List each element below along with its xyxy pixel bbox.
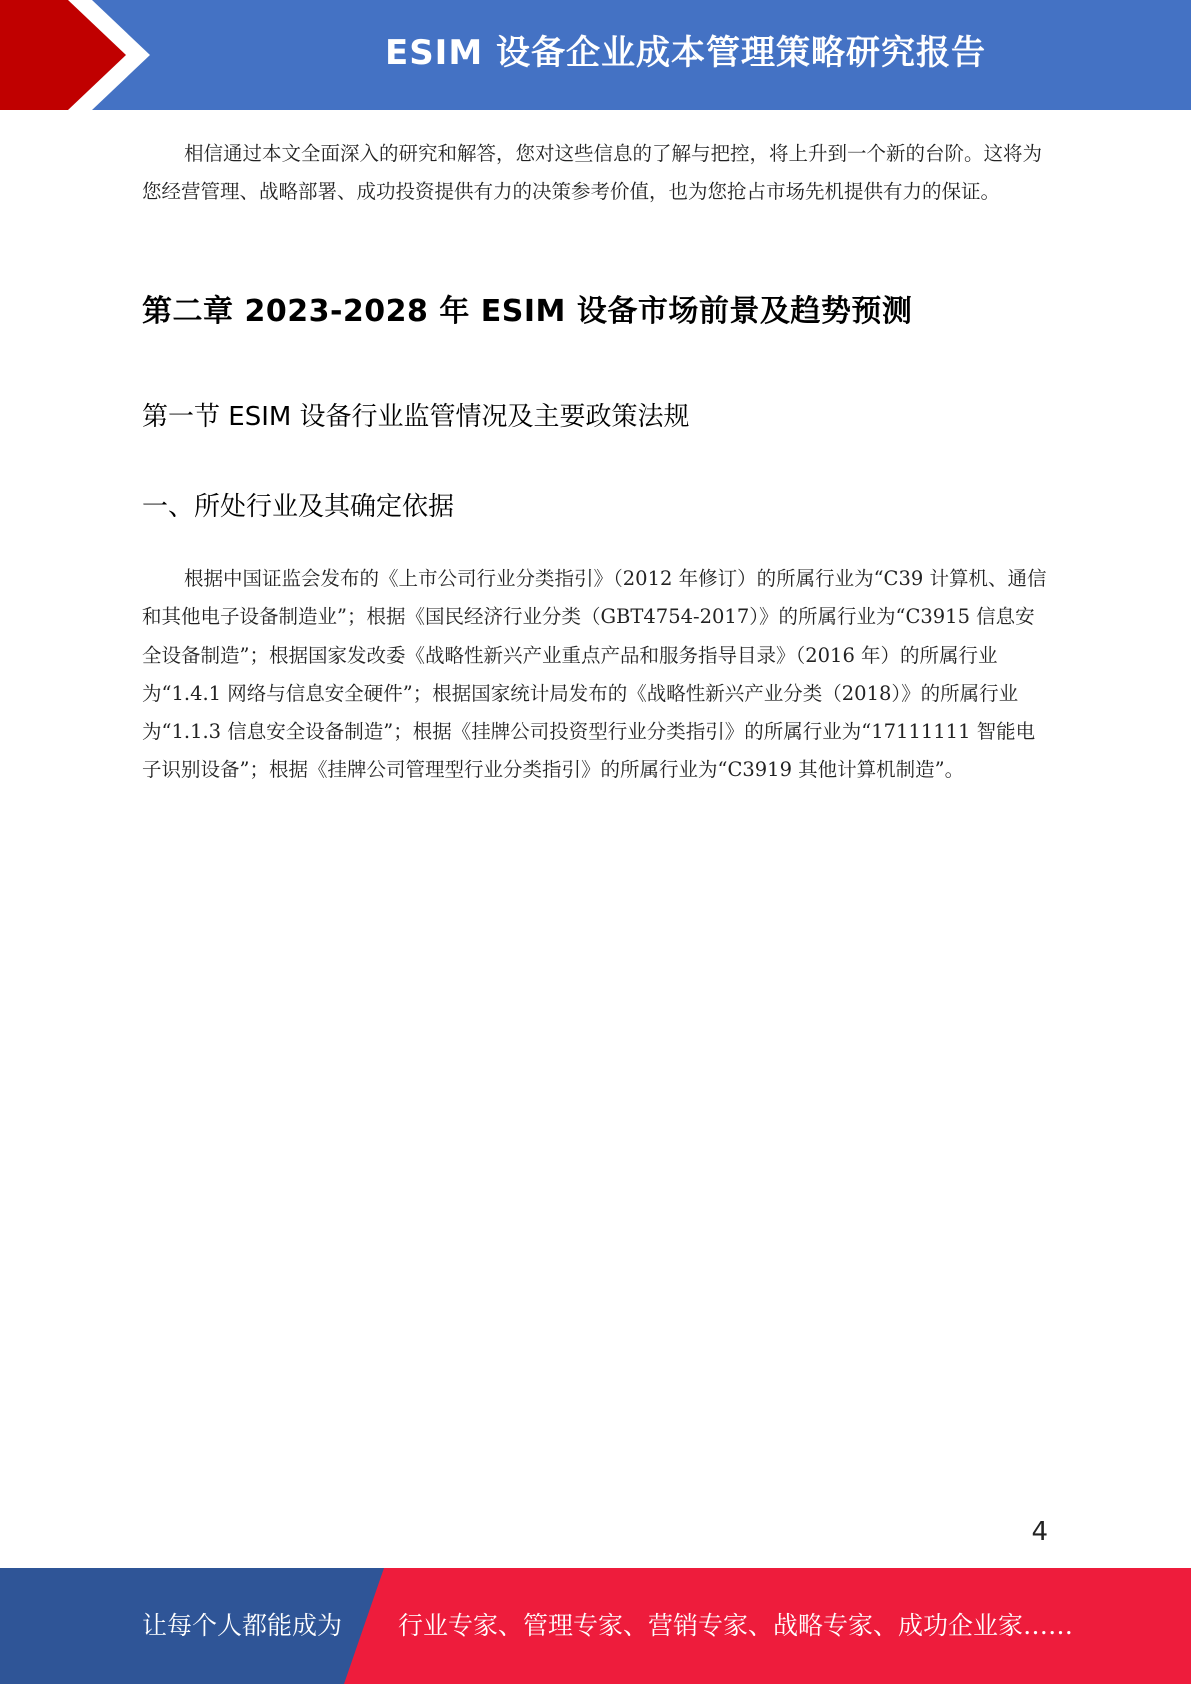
footer-slogan-left: 让每个人都能成为 — [142, 1611, 343, 1640]
header-band — [0, 0, 1191, 110]
body-paragraph: 根据中国证监会发布的《上市公司行业分类指引》（2012 年修订）的所属行业为“C39 计算机、通信和其他电子设备制造业”；根据《国民经济行业分类（GBT4754-2017）》的所属行业为“C3915 信息安全设备制造”；根据国家发改委《战略性新兴产业重点产品和服务指导目录》（2016 年）的所属行业为“1.4.1 网络与信息安全硬件”；根据国家统计局发布的《战略性新兴产业分类（2018）》的所属行业为“1.1.3 信息安全设备制造”；根据《挂牌公司投资型行业分类指引》的所属行业为“17111111 智能电子识别设备”；根据《挂牌公司管理型行业分类指引》的所属行业为“C3919 其他计算机制造”。 — [142, 567, 1047, 782]
intro-paragraph: 相信通过本文全面深入的研究和解答，您对这些信息的了解与把控，将上升到一个新的台阶。这将为您经营管理、战略部署、成功投资提供有力的决策参考价值，也为您抢占市场先机提供有力的保证。 — [142, 142, 1043, 203]
section-title: 第一节 ESIM 设备行业监管情况及主要政策法规 — [142, 402, 690, 432]
subsection-title: 一、所处行业及其确定依据 — [142, 492, 455, 522]
page-number: 4 — [1031, 1517, 1048, 1547]
chapter-title: 第二章 2023-2028 年 ESIM 设备市场前景及趋势预测 — [142, 294, 913, 329]
footer-band — [0, 1568, 1191, 1684]
footer-slogan-right: 行业专家、管理专家、营销专家、战略专家、成功企业家…… — [398, 1611, 1074, 1640]
report-title: ESIM 设备企业成本管理策略研究报告 — [384, 33, 987, 73]
